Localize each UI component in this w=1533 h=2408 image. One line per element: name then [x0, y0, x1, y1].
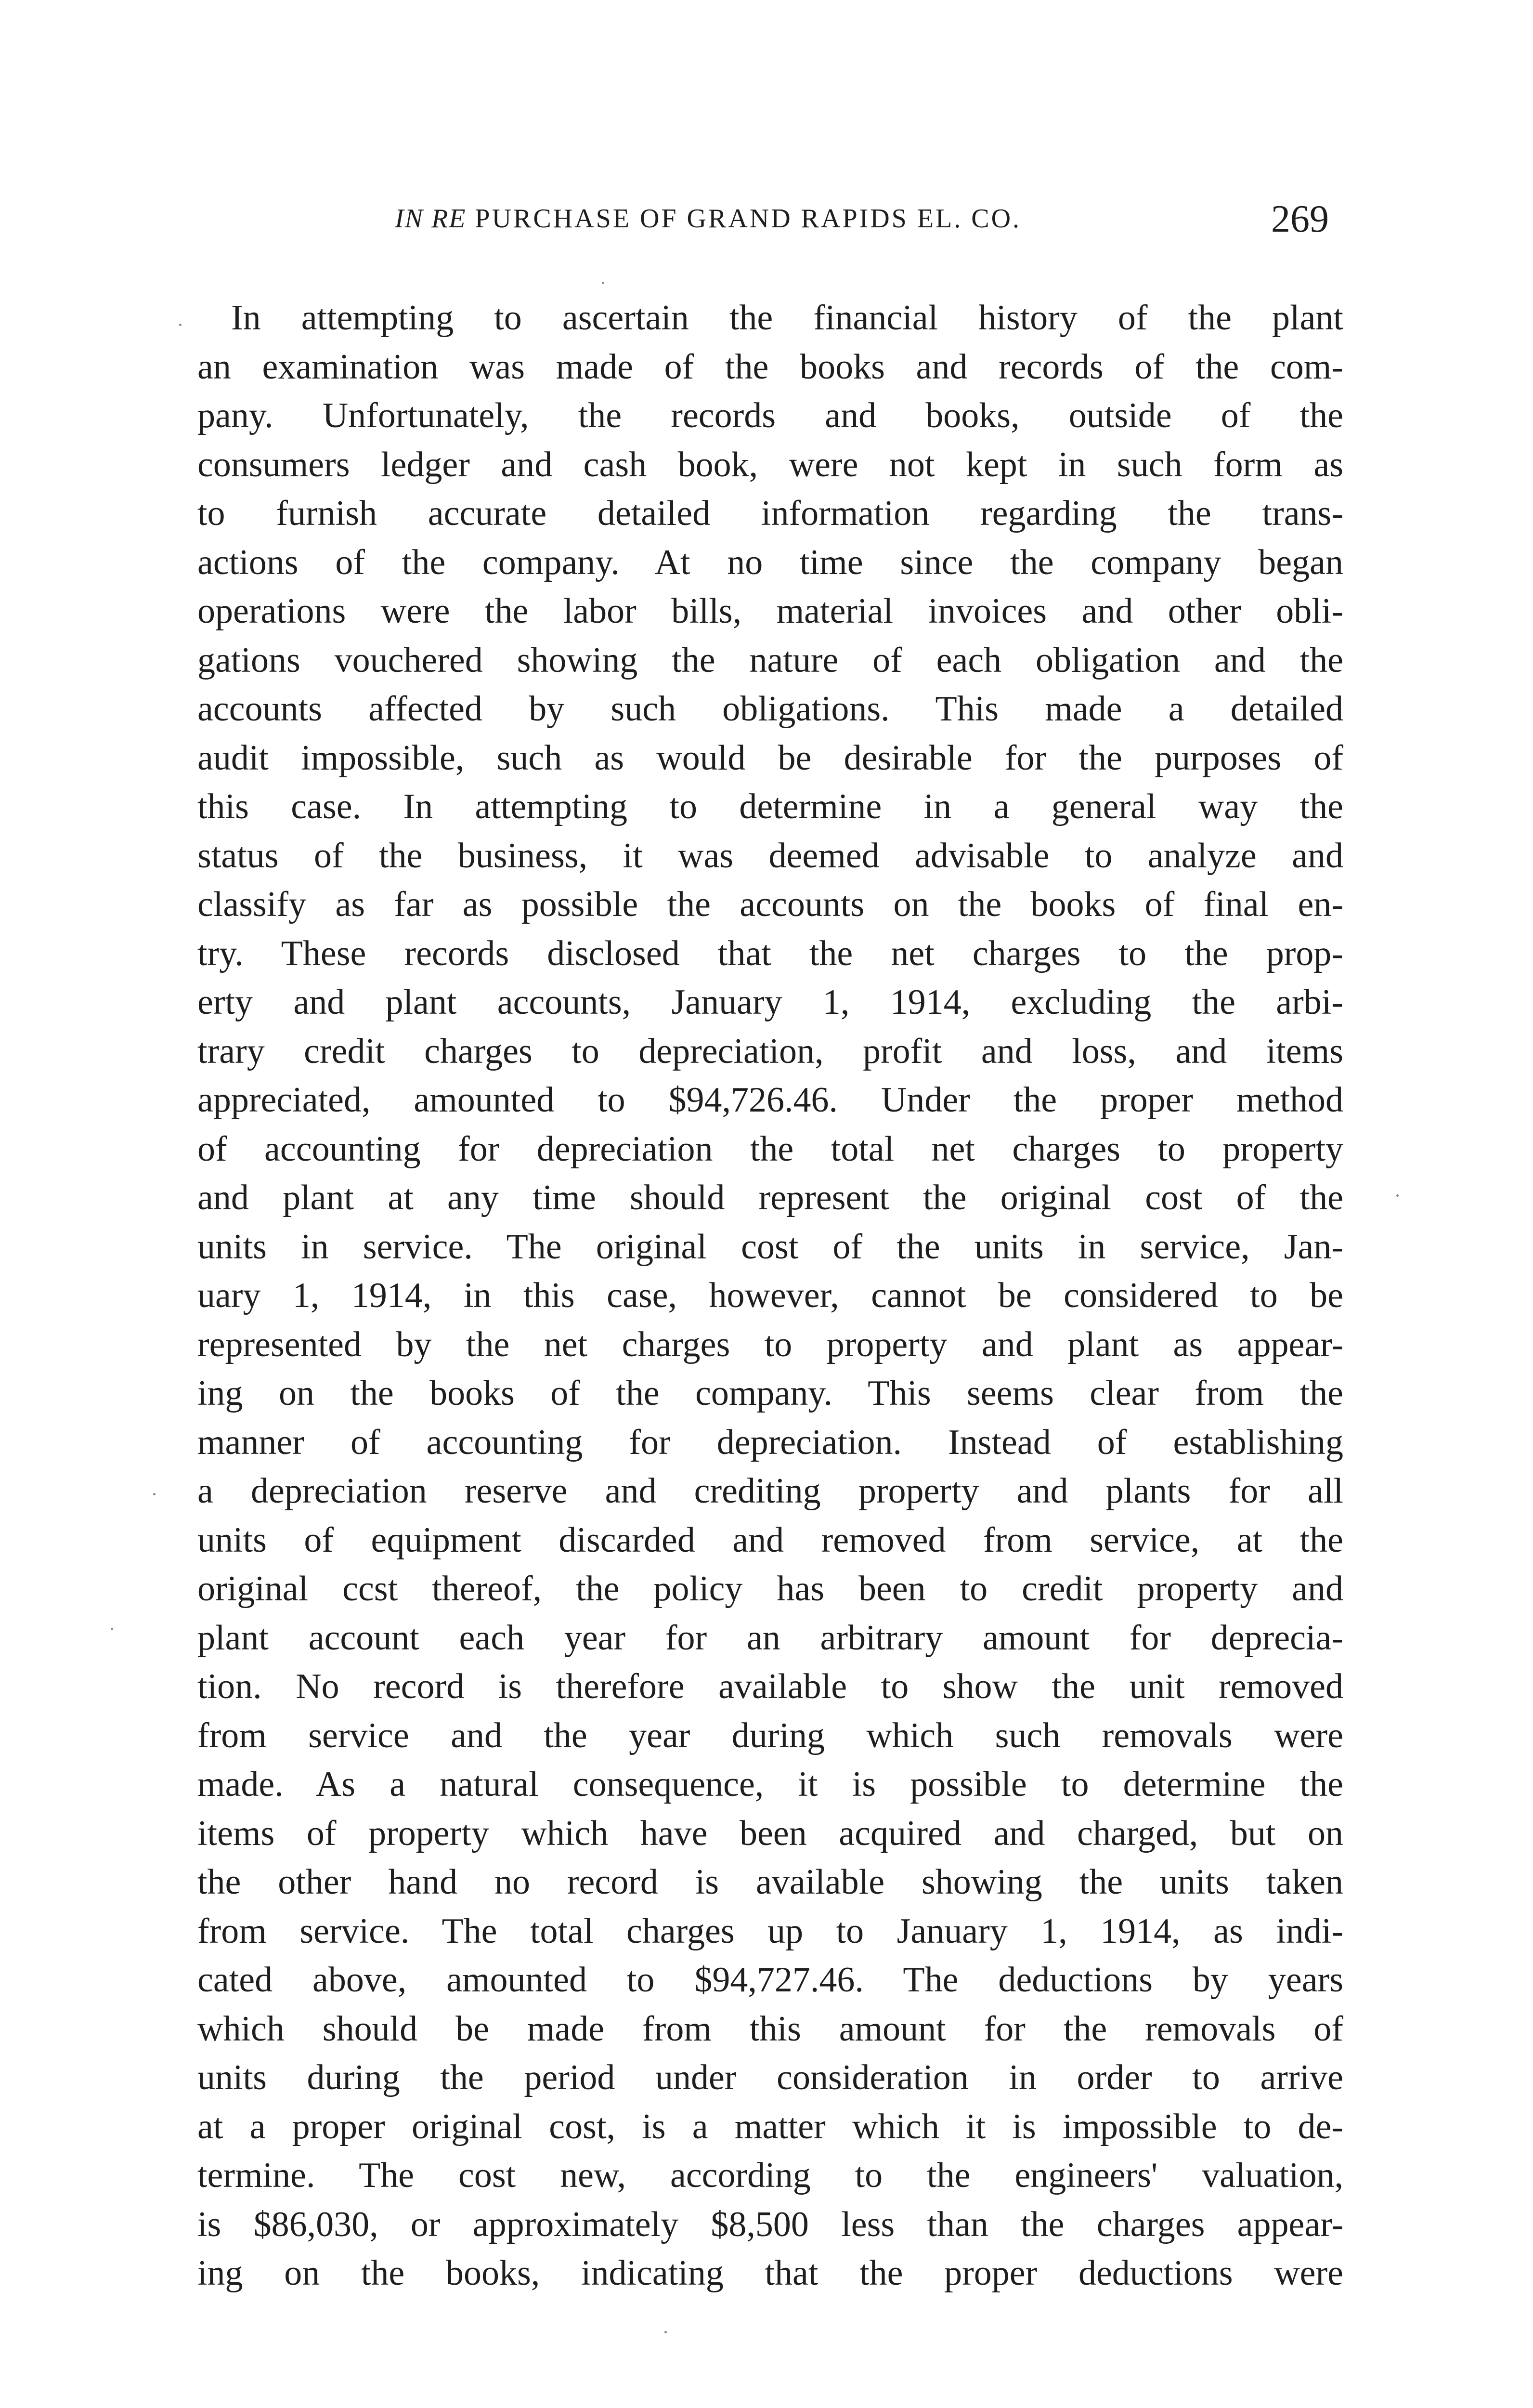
- text-line: uary 1, 1914, in this case, however, cannot be considered to be: [197, 1276, 1343, 1315]
- text-line: manner of accounting for depreciation. Instead of establishing: [197, 1422, 1343, 1462]
- text-line: from service. The total charges up to January 1, 1914, as indi-: [197, 1911, 1343, 1951]
- text-line: this case. In attempting to determine in a general way the: [197, 787, 1343, 826]
- text-line: represented by the net charges to property and plant as appear-: [197, 1324, 1343, 1364]
- scan-speck: [179, 324, 182, 326]
- scan-speck: [153, 1493, 156, 1495]
- text-line: actions of the company. At no time since the company began: [197, 542, 1343, 582]
- scan-speck: [1396, 1194, 1399, 1197]
- text-line: of accounting for depreciation the total net charges to property: [197, 1129, 1343, 1169]
- text-line: erty and plant accounts, January 1, 1914, excluding the arbi-: [197, 982, 1343, 1022]
- running-title-italic: IN RE: [395, 204, 467, 234]
- text-line: gations vouchered showing the nature of each obligation and the: [197, 640, 1343, 680]
- running-title-text: PURCHASE OF GRAND RAPIDS EL. CO.: [475, 204, 1022, 234]
- text-line: In attempting to ascertain the financial history of the plant: [231, 298, 1343, 338]
- body-paragraph: [197, 294, 1343, 2298]
- running-head: [197, 193, 1343, 246]
- text-line: ing on the books of the company. This seems clear from the: [197, 1374, 1343, 1413]
- text-line: a depreciation reserve and crediting property and plants for all: [197, 1471, 1343, 1511]
- text-line: original ccst thereof, the policy has been to credit property and: [197, 1569, 1343, 1609]
- text-line: plant account each year for an arbitrary amount for deprecia-: [197, 1618, 1343, 1658]
- text-line: termine. The cost new, according to the engineers' valuation,: [197, 2156, 1343, 2195]
- scan-speck: [664, 2331, 667, 2333]
- text-line: from service and the year during which such removals were: [197, 1715, 1343, 1755]
- text-line: an examination was made of the books and records of the com-: [197, 347, 1343, 387]
- scan-speck: [111, 1628, 113, 1630]
- text-line: accounts affected by such obligations. This made a detailed: [197, 689, 1343, 729]
- text-line: status of the business, it was deemed advisable to analyze and: [197, 836, 1343, 876]
- text-line: and plant at any time should represent the original cost of the: [197, 1178, 1343, 1217]
- text-line: cated above, amounted to $94,727.46. The deductions by years: [197, 1960, 1343, 2000]
- scan-speck: [602, 282, 604, 284]
- text-line: pany. Unfortunately, the records and books, outside of the: [197, 396, 1343, 435]
- text-line: ing on the books, indicating that the proper deductions were: [197, 2253, 1343, 2293]
- text-line: which should be made from this amount for the removals of: [197, 2009, 1343, 2049]
- text-line: try. These records disclosed that the net charges to the prop-: [197, 933, 1343, 973]
- text-line: units in service. The original cost of the units in service, Jan-: [197, 1227, 1343, 1267]
- text-line: units of equipment discarded and removed from service, at the: [197, 1520, 1343, 1560]
- text-line: units during the period under consideration in order to arrive: [197, 2058, 1343, 2097]
- text-line: trary credit charges to depreciation, profit and loss, and items: [197, 1031, 1343, 1071]
- running-title: [395, 203, 1021, 234]
- text-line: made. As a natural consequence, it is possible to determine the: [197, 1765, 1343, 1804]
- text-line: classify as far as possible the accounts on the books of final en-: [197, 885, 1343, 924]
- text-line: consumers ledger and cash book, were not kept in such form as: [197, 445, 1343, 484]
- text-line: audit impossible, such as would be desirable for the purposes of: [197, 738, 1343, 778]
- text-line: tion. No record is therefore available to show the unit removed: [197, 1667, 1343, 1706]
- text-line: appreciated, amounted to $94,726.46. Under the proper method: [197, 1080, 1343, 1120]
- text-line: items of property which have been acquired and charged, but on: [197, 1813, 1343, 1853]
- text-line: to furnish accurate detailed information regarding the trans-: [197, 494, 1343, 533]
- text-line: the other hand no record is available showing the units taken: [197, 1862, 1343, 1902]
- text-line: is $86,030, or approximately $8,500 less than the charges appear-: [197, 2204, 1343, 2244]
- page-number: 269: [1271, 198, 1329, 240]
- text-line: at a proper original cost, is a matter which it is impossible to de-: [197, 2107, 1343, 2146]
- text-line: operations were the labor bills, material invoices and other obli-: [197, 591, 1343, 631]
